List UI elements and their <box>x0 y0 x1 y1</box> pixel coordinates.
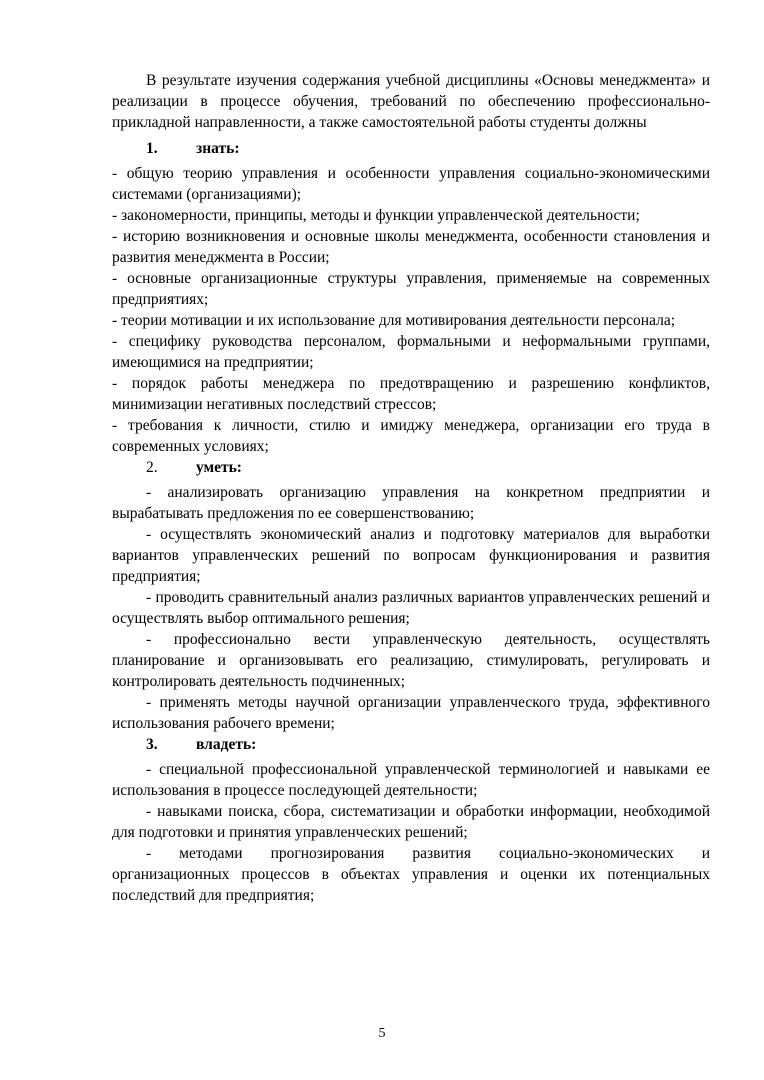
section-heading-master <box>112 734 710 756</box>
section-number: 1. <box>146 140 158 157</box>
list-item: - специфику руководства персоналом, формальными и неформальными группами, имеющимися на предприятии; <box>112 333 710 371</box>
section-label: уметь: <box>196 459 242 476</box>
intro-paragraph: В результате изучения содержания учебной дисциплины «Основы менеджмента» и реализации в процессе обучения, требований по обеспечению профессионально-прикладной направленности, а также самостоятельной работы студенты должны <box>112 72 710 131</box>
list-item: - применять методы научной организации управленческого труда, эффективного использования рабочего времени; <box>112 694 710 732</box>
list-item: - закономерности, принципы, методы и функции управленческой деятельности; <box>112 207 640 224</box>
list-item: - осуществлять экономический анализ и подготовку материалов для выработки вариантов управленческих решений по вопросам функционирования и развития предприятия; <box>112 526 710 585</box>
list-item: - историю возникновения и основные школы менеджмента, особенности становления и развития менеджмента в России; <box>112 228 710 266</box>
page-body <box>112 70 710 906</box>
list-item: - специальной профессиональной управленческой терминологией и навыками ее использования в процессе последующей деятельности; <box>112 761 710 799</box>
can-list <box>112 482 710 734</box>
list-item: - общую теорию управления и особенности управления социально-экономическими системами (организациями); <box>112 165 710 203</box>
page-number: 5 <box>378 1026 386 1041</box>
list-item: - основные организационные структуры управления, применяемые на современных предприятиях; <box>112 270 710 308</box>
list-item: - порядок работы менеджера по предотвращению и разрешению конфликтов, минимизации негативных последствий стрессов; <box>112 375 710 413</box>
list-item: - профессионально вести управленческую деятельность, осуществлять планирование и организовывать его реализацию, стимулировать, регулировать и контролировать деятельность подчиненных; <box>112 631 710 690</box>
list-item: - проводить сравнительный анализ различных вариантов управленческих решений и осуществлять выбор оптимального решения; <box>112 589 710 627</box>
section-heading-can <box>112 457 710 479</box>
section-number: 2. <box>146 459 158 476</box>
master-list <box>112 759 710 906</box>
list-item: - теории мотивации и их использование для мотивирования деятельности персонала; <box>112 312 676 329</box>
list-item: - анализировать организацию управления на конкретном предприятии и вырабатывать предложения по ее совершенствованию; <box>112 484 710 522</box>
section-label: владеть: <box>196 736 257 753</box>
know-list <box>112 163 710 457</box>
list-item: - требования к личности, стилю и имиджу менеджера, организации его труда в современных условиях; <box>112 417 710 455</box>
section-label: знать: <box>196 140 240 157</box>
section-heading-know <box>112 138 710 160</box>
section-number: 3. <box>146 736 158 753</box>
list-item: - навыками поиска, сбора, систематизации и обработки информации, необходимой для подготовки и принятия управленческих решений; <box>112 803 710 841</box>
list-item: - методами прогнозирования развития социально-экономических и организационных процессов в объектах управления и оценки их потенциальных последствий для предприятия; <box>112 845 710 904</box>
